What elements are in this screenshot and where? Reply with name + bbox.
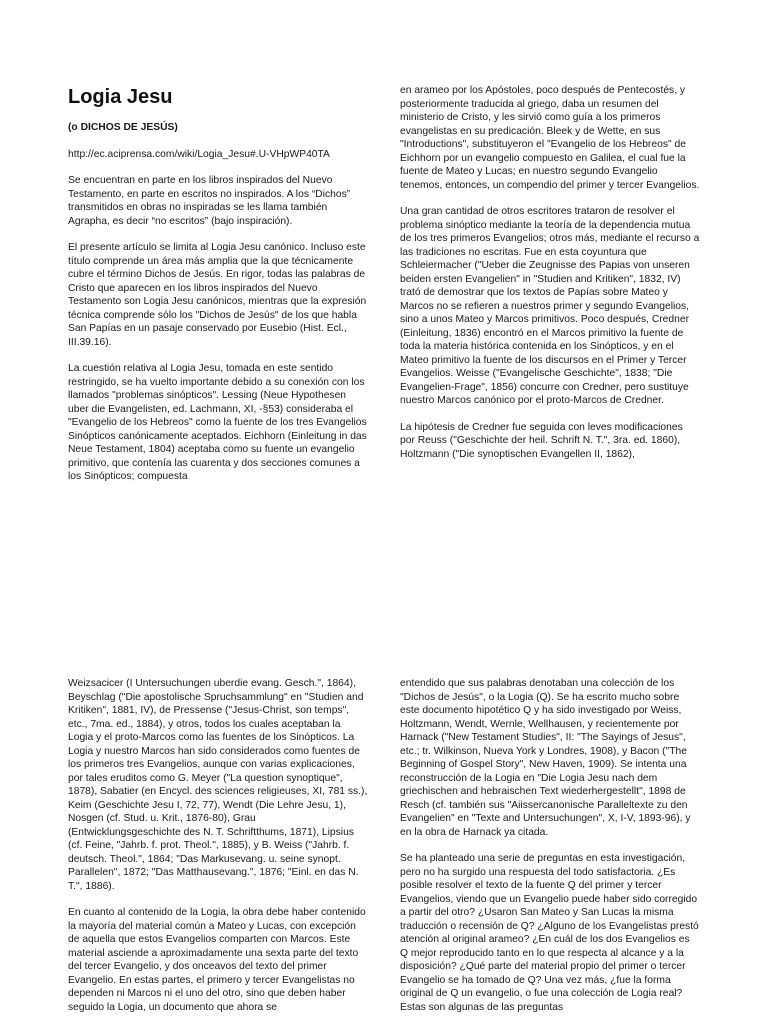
paragraph: entendido que sus palabras denotaban una colección de los "Dichos de Jesús", o la Logia (Q). Se ha escrito mucho sobre este documento hipotético Q y ha sido investigado por Weiss, Holtzmann, Wendt, Wernle, Wellhausen, y recientemente por Harnack ("New Testament Studies", II: "The Sayings of Jesus", etc.; tr. Wilkinson, Nueva York y Londres, 1908), y Bacon ("The Beginning of Gospel Story", New Haven, 1909). Se intenta una reconstrucción de la Logia en "Die Logia Jesu nach dem griechischen and hebraischen Text wiederhergestellt", 1898 de Resch (cf. también sus "Aiissercanonische Paralleltexte zu den Evangelien" en "Texte and Untersuchungen", X, I-V, 1893-96), y en la obra de Harnack ya citada.	[400, 678, 691, 838]
paragraph: En cuanto al contenido de la Logia, la obra debe haber contenido la mayoría del material común a Mateo y Lucas, con excepción de aquella que estos Evangelios comparten con Marcos. Este material asciende a aproximadamente una sexta parte del texto del tercer Evangelio, y dos onceavos del texto del primer Evangelio. En estas partes, el primero y tercer Evangelistas no dependen ni Marcos ni el uno del otro, sino que deben haber seguido la Logia, un documento que ahora se	[68, 907, 366, 1013]
paragraph: La hipótesis de Credner fue seguida con leves modificaciones por Reuss ("Geschichte der heil. Schrift N. T.", 3ra. ed. 1860), Holtzmann ("Die synoptischen Evangellen II, 1862),	[400, 421, 683, 460]
source-url[interactable]: http://ec.aciprensa.com/wiki/Logia_Jesu#.U-VHpWP40TA	[68, 148, 330, 160]
page1-left-column	[68, 84, 368, 497]
paragraph: El presente artículo se limita al Logia Jesu canónico. Incluso este título comprende un área más amplia que la que técnicamente cubre el término Dichos de Jesús. En rigor, todas las palabras de Cristo que aparecen en los libros inspirados del Nuevo Testamento son Logia Jesu canónicos, mientras que la expresión técnica comprende sólo los "Dichos de Jesús" de los que habla San Papías en un pasaje conservado por Eusebio (Hist. Ecl., III.39.16).	[68, 242, 367, 348]
paragraph: en arameo por los Apóstoles, poco después de Pentecostés, y posteriormente traducida al griego, daba un resumen del ministerio de Cristo, y les sirvió como guía a los primeros evangelistas en su predicación. Bleek y de Wette, en sus "Introductions", substituyeron el "Evangelio de los Hebreos" de Eichhorn por un evangelio compuesto en Galilea, el cual fue la fuente de Mateo y Lucas; en nuestro segundo Evangelio tenemos, entonces, un compendio del primer y tercer Evangelios.	[400, 85, 700, 191]
page2-right-column	[400, 677, 700, 1027]
paragraph: La cuestión relativa al Logia Jesu, tomada en este sentido restringido, se ha vuelto importante debido a su conexión con los llamados "problemas sinópticos". Lessing (Neue Hypothesen uber die Evangelisten, ed. Lachmann, XI, -§53) consideraba el "Evangelio de los Hebreos" como la fuente de los tres Evangelios Sinópticos canónicamente aceptados. Eichhorn (Einleitung in das Neue Testament, 1804) aceptaba como su fuente un evangelio primitivo, que contenía las cuarenta y dos secciones comunes a los Sinópticos; compuesta	[68, 363, 367, 482]
paragraph: Se encuentran en parte en los libros inspirados del Nuevo Testamento, en parte en escritos no inspirados. A los “Dichos” transmitidos en obras no inspiradas se les llama también Agrapha, es decir “no escritos” (bajo inspiración).	[68, 175, 351, 227]
paragraph: Una gran cantidad de otros escritores trataron de resolver el problema sinóptico mediante la teoría de la dependencia mutua de los tres primeros Evangelios; otros más, mediante el recurso a las tradiciones no escritas. Fue en esta coyuntura que Schleiermacher ("Ueber die Zeugnisse des Papias von unseren beiden ersten Evangelien" in "Studien and Kritiken", 1832, IV) trató de demostrar que los textos de Papías sobre Mateo y Marcos no se refieren a nuestros primer y segundo Evangelios, sino a unos Mateo y Marcos primitivos. Poco después, Credner (Einleitung, 1836) encontró en el Marcos primitivo la fuente de toda la materia histórica contenida en los Sinópticos, y en el Mateo primitivo la fuente de los discursos en el Primer y Tercer Evangelios. Weisse ("Evangelische Geschichte", 1838; "Die Evangelien-Frage", 1856) concurre con Credner, pero sustituye nuestro Marcos canónico por el proto-Marcos de Credner.	[400, 206, 700, 406]
article-subtitle: (o DICHOS DE JESÚS)	[68, 122, 178, 133]
paragraph: Se ha planteado una serie de preguntas en esta investigación, pero no ha surgido una respuesta del todo satisfactoria. ¿Es posible resolver el texto de la fuente Q del primer y tercer Evangelios, viendo que un Evangelio puede haber sido corregido a partir del otro? ¿Usaron San Mateo y San Lucas la misma traducción o recensión de Q? ¿Alguno de los Evangelistas prestó atención al original arameo? ¿En cuál de los dos Evangelios es Q mejor reproducido tanto en lo que respecta al alcance y a la disposición? ¿Qué parte del material propio del primer o tercer Evangelio se ha tomado de Q? Una vez más, ¿fue la forma original de Q un evangelio, o fue una colección de Logia real? Estas son algunas de las preguntas	[400, 853, 699, 1013]
paragraph: Weizsacicer (I Untersuchungen uberdie evang. Gesch.", 1864), Beyschlag ("Die apostolische Spruchsammlung" en "Studien and Kritiken", 1881, IV), de Pressense ("Jesus-Christ, son temps", etc., 7ma. ed., 1884), y otros, todos los cuales aceptaban la Logia y el proto-Marcos como las fuentes de los Sinópticos. La Logia y nuestro Marcos han sido considerados como fuentes de los primeros tres Evangelios, aunque con varias explicaciones, por tales eruditos como G. Meyer ("La question synoptique", 1878), Sabatier (en Encycl. des sciences religieuses, XI, 781 ss.), Keim (Geschichte Jesu I, 72, 77), Wendt (Die Lehre Jesu, 1), Nosgen (cf. Stud. u. Krit., 1876-80), Grau (Entwicklungsgeschichte des N. T. Schriftthums, 1871), Lipsius (cf. Feine, "Jahrb. f. prot. Theol.", 1885), y B. Weiss ("Jahrb. f. deutsch. Theol.", 1864; "Das Markusevang. u. seine synopt. Parallelen", 1872; "Das Matthausevang.", 1876; "Einl. en das N. T.", 1886).	[68, 678, 368, 892]
page1-right-column	[400, 84, 700, 474]
article-title: Logia Jesu	[68, 86, 173, 108]
page2-left-column	[68, 677, 368, 1027]
